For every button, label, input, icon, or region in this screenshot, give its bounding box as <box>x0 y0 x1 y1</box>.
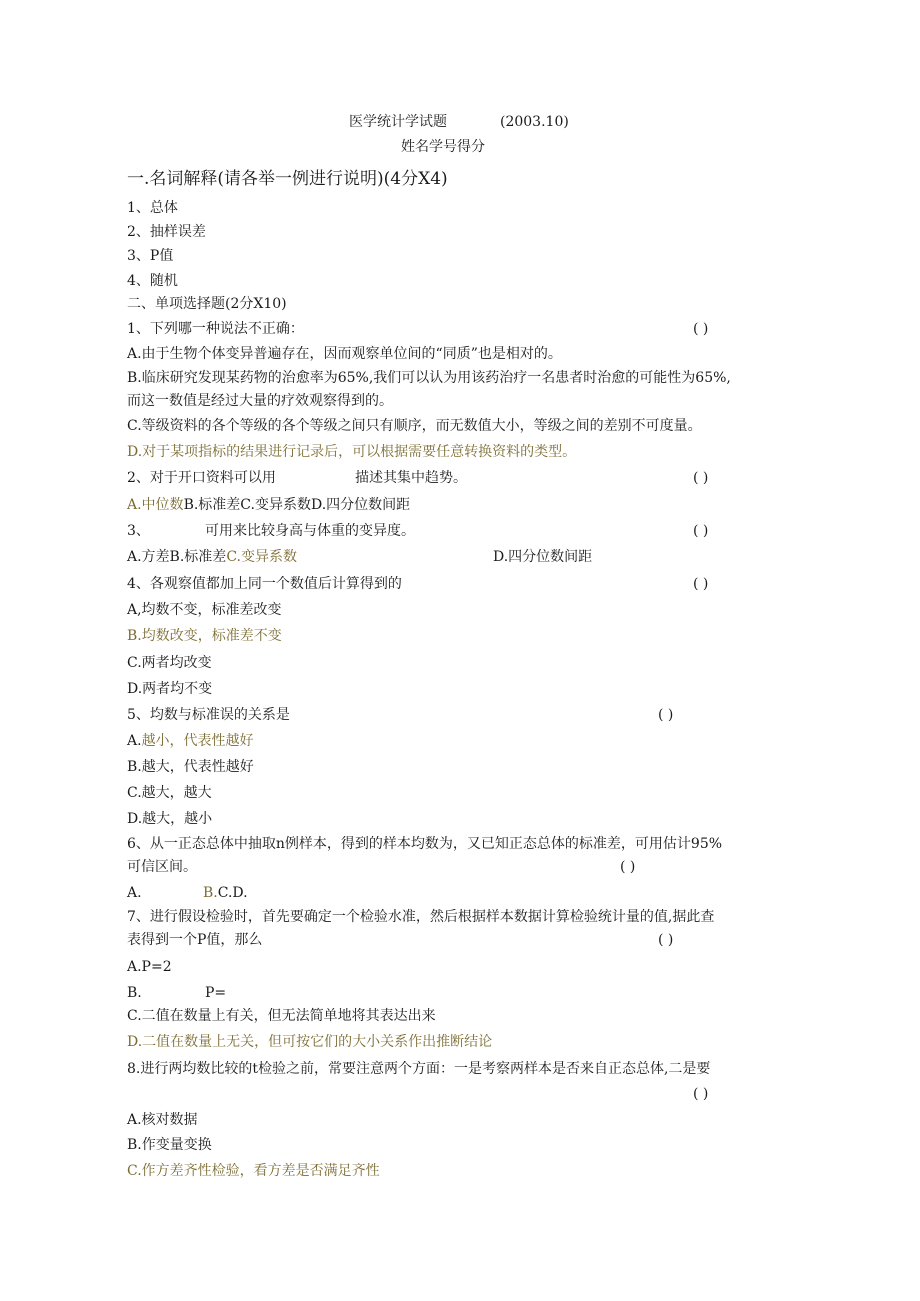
q3-stem: 可用来比较身高与体重的变异度。 <box>205 523 415 539</box>
q6-option-b-answer: B. <box>203 885 218 901</box>
q4-answer-blank: ( ) <box>693 576 709 592</box>
exam-date: (2003.10) <box>500 114 569 130</box>
q5-stem: 5、均数与标准误的关系是 <box>127 707 290 723</box>
q7-option-b: P= <box>205 985 227 1001</box>
q8-option-b: B.作变量变换 <box>127 1137 212 1153</box>
name-id-score-line: 姓名学号得分 <box>401 139 485 155</box>
q6-answer-blank: ( ) <box>620 859 636 875</box>
term-item: 4、随机 <box>127 273 178 289</box>
q6-options-bcd <box>203 884 248 902</box>
q8-stem: 8.进行两均数比较的t检验之前，常要注意两个方面：一是考察两样本是否来自正态总体,二是要 <box>127 1061 711 1077</box>
q1-option-c: C.等级资料的各个等级的各个等级之间只有顺序，而无数值大小，等级之间的差别不可度量。 <box>127 418 702 434</box>
q6-option-a: A. <box>127 885 142 901</box>
q4-option-d: D.两者均不变 <box>127 681 213 697</box>
q3-option-d: D.四分位数间距 <box>493 549 593 565</box>
q4-option-a: A,均数不变，标准差改变 <box>127 602 282 618</box>
q3-option-ab: A.方差B.标准差 <box>127 549 227 565</box>
q3-options-ab <box>127 548 297 566</box>
q5-option-a-prefix: A. <box>127 733 142 749</box>
q3-answer-blank: ( ) <box>693 523 709 539</box>
q5-option-a <box>127 732 254 750</box>
q5-option-c: C.越大，越大 <box>127 785 212 801</box>
page-title: 医学统计学试题 <box>349 114 447 130</box>
q2-options <box>127 496 410 514</box>
q5-answer-blank: ( ) <box>658 707 674 723</box>
q2-stem-a: 2、对于开口资料可以用 <box>127 470 276 486</box>
q7-option-d-answer: D.二值在数量上无关，但可按它们的大小关系作出推断结论 <box>127 1034 493 1050</box>
term-item: 2、抽样误差 <box>127 224 206 240</box>
q2-option-a-answer: A.中位数 <box>127 497 184 513</box>
q4-option-b-answer: B.均数改变，标准差不变 <box>127 628 282 644</box>
q1-option-a: A.由于生物个体变异普遍存在，因而观察单位间的“同质”也是相对的。 <box>127 346 562 362</box>
term-item: 3、P值 <box>127 248 174 264</box>
q4-stem: 4、各观察值都加上同一个数值后计算得到的 <box>127 576 402 592</box>
q2-answer-blank: ( ) <box>693 470 709 486</box>
q7-stem: 7、进行假设检验时，首先要确定一个检验水准，然后根据样本数据计算检验统计量的值,据此查 <box>127 909 715 925</box>
q1-option-b-cont: 而这一数值是经过大量的疗效观察得到的。 <box>127 393 393 409</box>
q8-option-c-answer: C.作方差齐性检验，看方差是否满足齐性 <box>127 1163 380 1179</box>
section1-heading: 一.名词解释(请各举一例进行说明)(4分X4) <box>127 169 448 189</box>
q7-stem-cont: 表得到一个P值，那么 <box>127 932 263 948</box>
q7-option-c: C.二值在数量上有关，但无法简单地将其表达出来 <box>127 1008 436 1024</box>
q8-answer-blank: ( ) <box>693 1086 709 1102</box>
q1-stem: 1、下列哪一种说法不正确： <box>127 321 304 337</box>
q5-option-b: B.越大，代表性越好 <box>127 759 254 775</box>
q7-answer-blank: ( ) <box>658 932 674 948</box>
q2-options-rest: B.标准差C.变异系数D.四分位数间距 <box>183 497 411 513</box>
q5-option-a-answer: 越小，代表性越好 <box>141 733 254 749</box>
q3-option-c-answer: C.变异系数 <box>226 549 297 565</box>
section2-heading: 二、单项选择题(2分X10) <box>127 296 287 312</box>
q4-option-c: C.两者均改变 <box>127 655 212 671</box>
term-item: 1、总体 <box>127 200 178 216</box>
q7-option-b-prefix: B. <box>127 985 142 1001</box>
q5-option-d: D.越大，越小 <box>127 811 213 827</box>
q7-option-a: A.P=2 <box>127 959 172 975</box>
q6-stem-cont: 可信区间。 <box>127 859 197 875</box>
q1-option-d-answer: D.对于某项指标的结果进行记录后，可以根据需要任意转换资料的类型。 <box>127 444 577 460</box>
q8-option-a: A.核对数据 <box>127 1112 198 1128</box>
q2-stem-b: 描述其集中趋势。 <box>355 470 467 486</box>
q6-options-cd: C.D. <box>217 885 248 901</box>
q3-number: 3、 <box>127 523 150 539</box>
q6-stem: 6、从一正态总体中抽取n例样本，得到的样本均数为，又已知正态总体的标准差，可用估计95% <box>127 836 723 852</box>
q1-answer-blank: ( ) <box>693 321 709 337</box>
q1-option-b: B.临床研究发现某药物的治愈率为65%,我们可以认为用该药治疗一名患者时治愈的可能性为65%, <box>127 370 731 386</box>
